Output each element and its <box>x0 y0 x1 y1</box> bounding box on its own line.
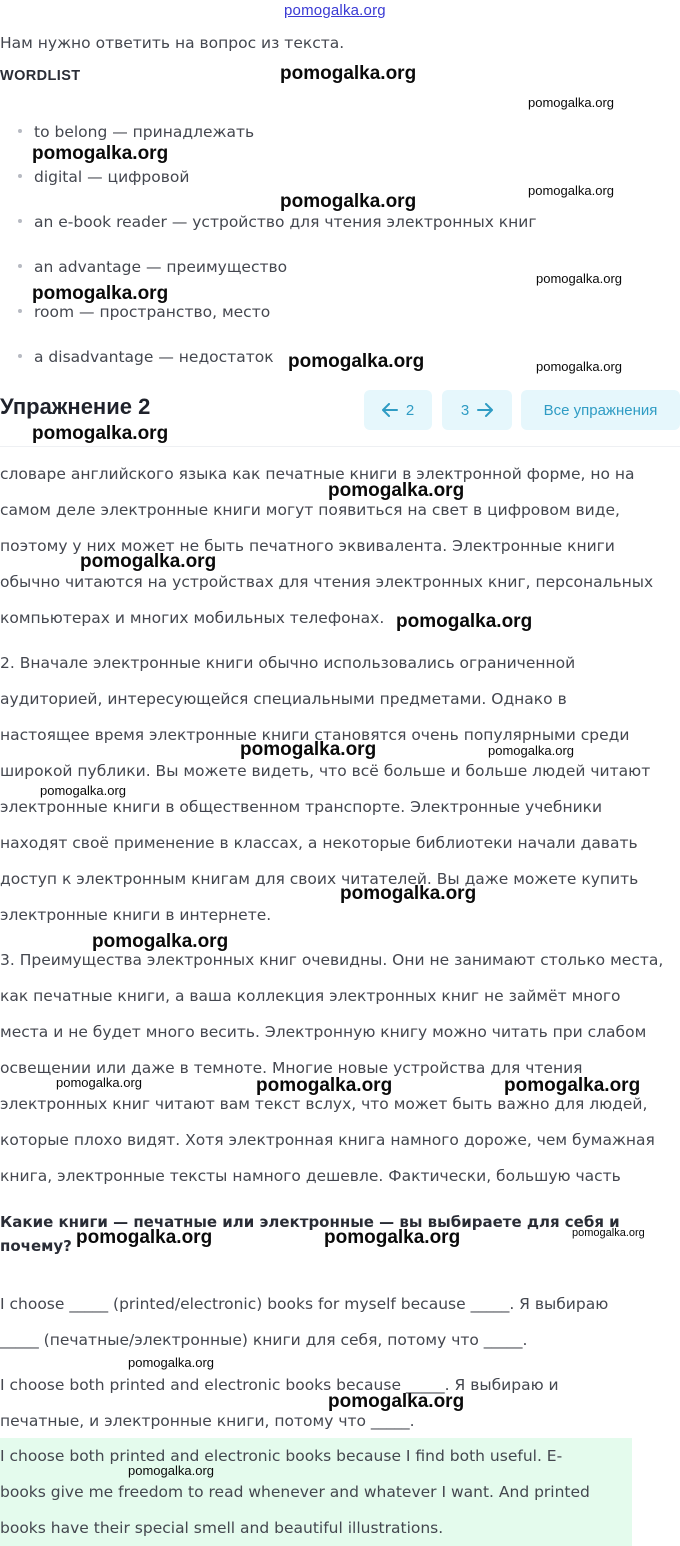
watermark: pomogalka.org <box>288 351 425 372</box>
watermark: pomogalka.org <box>528 183 614 198</box>
watermark: pomogalka.org <box>324 1227 461 1248</box>
watermark: pomogalka.org <box>56 1075 142 1090</box>
template-line: I choose _____ (printed/electronic) books for myself because _____. Я выбираю <box>0 1295 609 1313</box>
text-line: которые плохо видят. Хотя электронная книга намного дороже, чем бумажная <box>0 1131 655 1149</box>
watermark: pomogalka.org <box>396 611 533 632</box>
answer-line: books have their special smell and beautiful illustrations. <box>0 1519 444 1537</box>
bullet-icon <box>18 219 22 223</box>
watermark: pomogalka.org <box>280 191 417 212</box>
wordlist-item <box>18 213 537 231</box>
wordlist-item-label: room — пространство, место <box>34 303 271 321</box>
watermark: pomogalka.org <box>256 1075 393 1096</box>
wordlist-title: WORDLIST <box>0 68 81 84</box>
text-line: широкой публики. Вы можете видеть, что всё больше и больше людей читают <box>0 762 651 780</box>
prev-exercise-label: 2 <box>405 401 415 419</box>
text-line: словаре английского языка как печатные книги в электронной форме, но на <box>0 465 635 483</box>
watermark: pomogalka.org <box>340 883 477 904</box>
watermark: pomogalka.org <box>76 1227 213 1248</box>
text-line: освещении или даже в темноте. Многие новые устройства для чтения <box>0 1059 583 1077</box>
text-line: обычно читаются на устройствах для чтения электронных книг, персональных <box>0 573 654 591</box>
question-line: Какие книги — печатные или электронные — вы выбираете для себя и <box>0 1213 620 1231</box>
text-line: самом деле электронные книги могут появиться на свет в цифровом виде, <box>0 501 620 519</box>
watermark: pomogalka.org <box>280 63 417 84</box>
exercise-title: Упражнение 2 <box>0 394 151 419</box>
text-line: книга, электронные тексты намного дешевле. Фактически, большую часть <box>0 1167 621 1185</box>
bullet-icon <box>18 309 22 313</box>
text-line: электронных книг читают вам текст вслух, что может быть важно для людей, <box>0 1095 648 1113</box>
paragraph-1 <box>0 456 680 636</box>
watermark: pomogalka.org <box>80 551 217 572</box>
text-line: места и не будет много весить. Электронную книгу можно читать при слабом <box>0 1023 647 1041</box>
template-2 <box>0 1367 680 1439</box>
next-exercise-button[interactable] <box>442 390 512 430</box>
text-line: электронные книги в интернете. <box>0 906 272 924</box>
wordlist-item-label: an advantage — преимущество <box>34 258 288 276</box>
watermark: pomogalka.org <box>572 1227 645 1239</box>
watermark: pomogalka.org <box>488 743 574 758</box>
template-line: _____ (печатные/электронные) книги для себя, потому что _____. <box>0 1331 528 1349</box>
wordlist-item-label: a disadvantage — недостаток <box>34 348 274 366</box>
text-line: находят своё применение в классах, а некоторые библиотеки начали давать <box>0 834 638 852</box>
question <box>0 1210 640 1258</box>
watermark: pomogalka.org <box>128 1355 214 1370</box>
wordlist-item-label: an e-book reader — устройство для чтения электронных книг <box>34 213 537 231</box>
answer-line: I choose both printed and electronic books because I find both useful. E- <box>0 1447 563 1465</box>
wordlist-item <box>18 123 254 141</box>
watermark: pomogalka.org <box>128 1463 214 1478</box>
watermark: pomogalka.org <box>32 423 169 444</box>
template-line: печатные, и электронные книги, потому что _____. <box>0 1412 415 1430</box>
text-line: поэтому у них может не быть печатного эквивалента. Электронные книги <box>0 537 615 555</box>
wordlist-item <box>18 258 287 276</box>
wordlist-item-label: digital — цифровой <box>34 168 190 186</box>
watermark: pomogalka.org <box>32 143 169 164</box>
watermark: pomogalka.org <box>240 739 377 760</box>
watermark: pomogalka.org <box>536 359 622 374</box>
all-exercises-button[interactable] <box>521 390 680 430</box>
divider <box>0 446 680 447</box>
text-line: настоящее время электронные книги становятся очень популярными среди <box>0 726 630 744</box>
paragraph-2 <box>0 645 680 933</box>
template-1 <box>0 1286 680 1358</box>
watermark: pomogalka.org <box>328 480 465 501</box>
question-line: почему? <box>0 1237 72 1255</box>
watermark: pomogalka.org <box>328 1391 465 1412</box>
answer-text <box>0 1438 632 1546</box>
watermark: pomogalka.org <box>40 783 126 798</box>
wordlist-item <box>18 348 274 366</box>
wordlist-item <box>18 303 270 321</box>
template-line: I choose both printed and electronic books because _____. Я выбираю и <box>0 1376 559 1394</box>
intro-text: Нам нужно ответить на вопрос из текста. <box>0 34 345 52</box>
watermark: pomogalka.org <box>536 271 622 286</box>
bullet-icon <box>18 174 22 178</box>
watermark: pomogalka.org <box>504 1075 641 1096</box>
text-line: 3. Преимущества электронных книг очевидны. Они не занимают столько места, <box>0 951 664 969</box>
text-line: компьютерах и многих мобильных телефонах. <box>0 609 385 627</box>
watermark: pomogalka.org <box>32 283 169 304</box>
wordlist-item <box>18 168 189 186</box>
prev-exercise-button[interactable] <box>364 390 432 430</box>
text-line: аудиторией, интересующейся специальными предметами. Однако в <box>0 690 567 708</box>
next-exercise-label: 3 <box>460 401 470 419</box>
paragraph-3 <box>0 942 680 1194</box>
arrow-right-icon <box>477 403 493 417</box>
text-line: как печатные книги, а ваша коллекция электронных книг не займёт много <box>0 987 621 1005</box>
text-line: электронные книги в общественном транспорте. Электронные учебники <box>0 798 603 816</box>
answer-line: books give me freedom to read whenever and whatever I want. And printed <box>0 1483 590 1501</box>
text-line: 2. Вначале электронные книги обычно использовались ограниченной <box>0 654 576 672</box>
arrow-left-icon <box>382 403 398 417</box>
watermark: pomogalka.org <box>528 95 614 110</box>
watermark: pomogalka.org <box>92 931 229 952</box>
text-line: доступ к электронным книгам для своих читателей. Вы даже можете купить <box>0 870 639 888</box>
bullet-icon <box>18 264 22 268</box>
all-exercises-label: Все упражнения <box>543 401 658 419</box>
top-link[interactable]: pomogalka.org <box>284 2 386 19</box>
wordlist-item-label: to belong — принадлежать <box>34 123 255 141</box>
bullet-icon <box>18 354 22 358</box>
bullet-icon <box>18 129 22 133</box>
